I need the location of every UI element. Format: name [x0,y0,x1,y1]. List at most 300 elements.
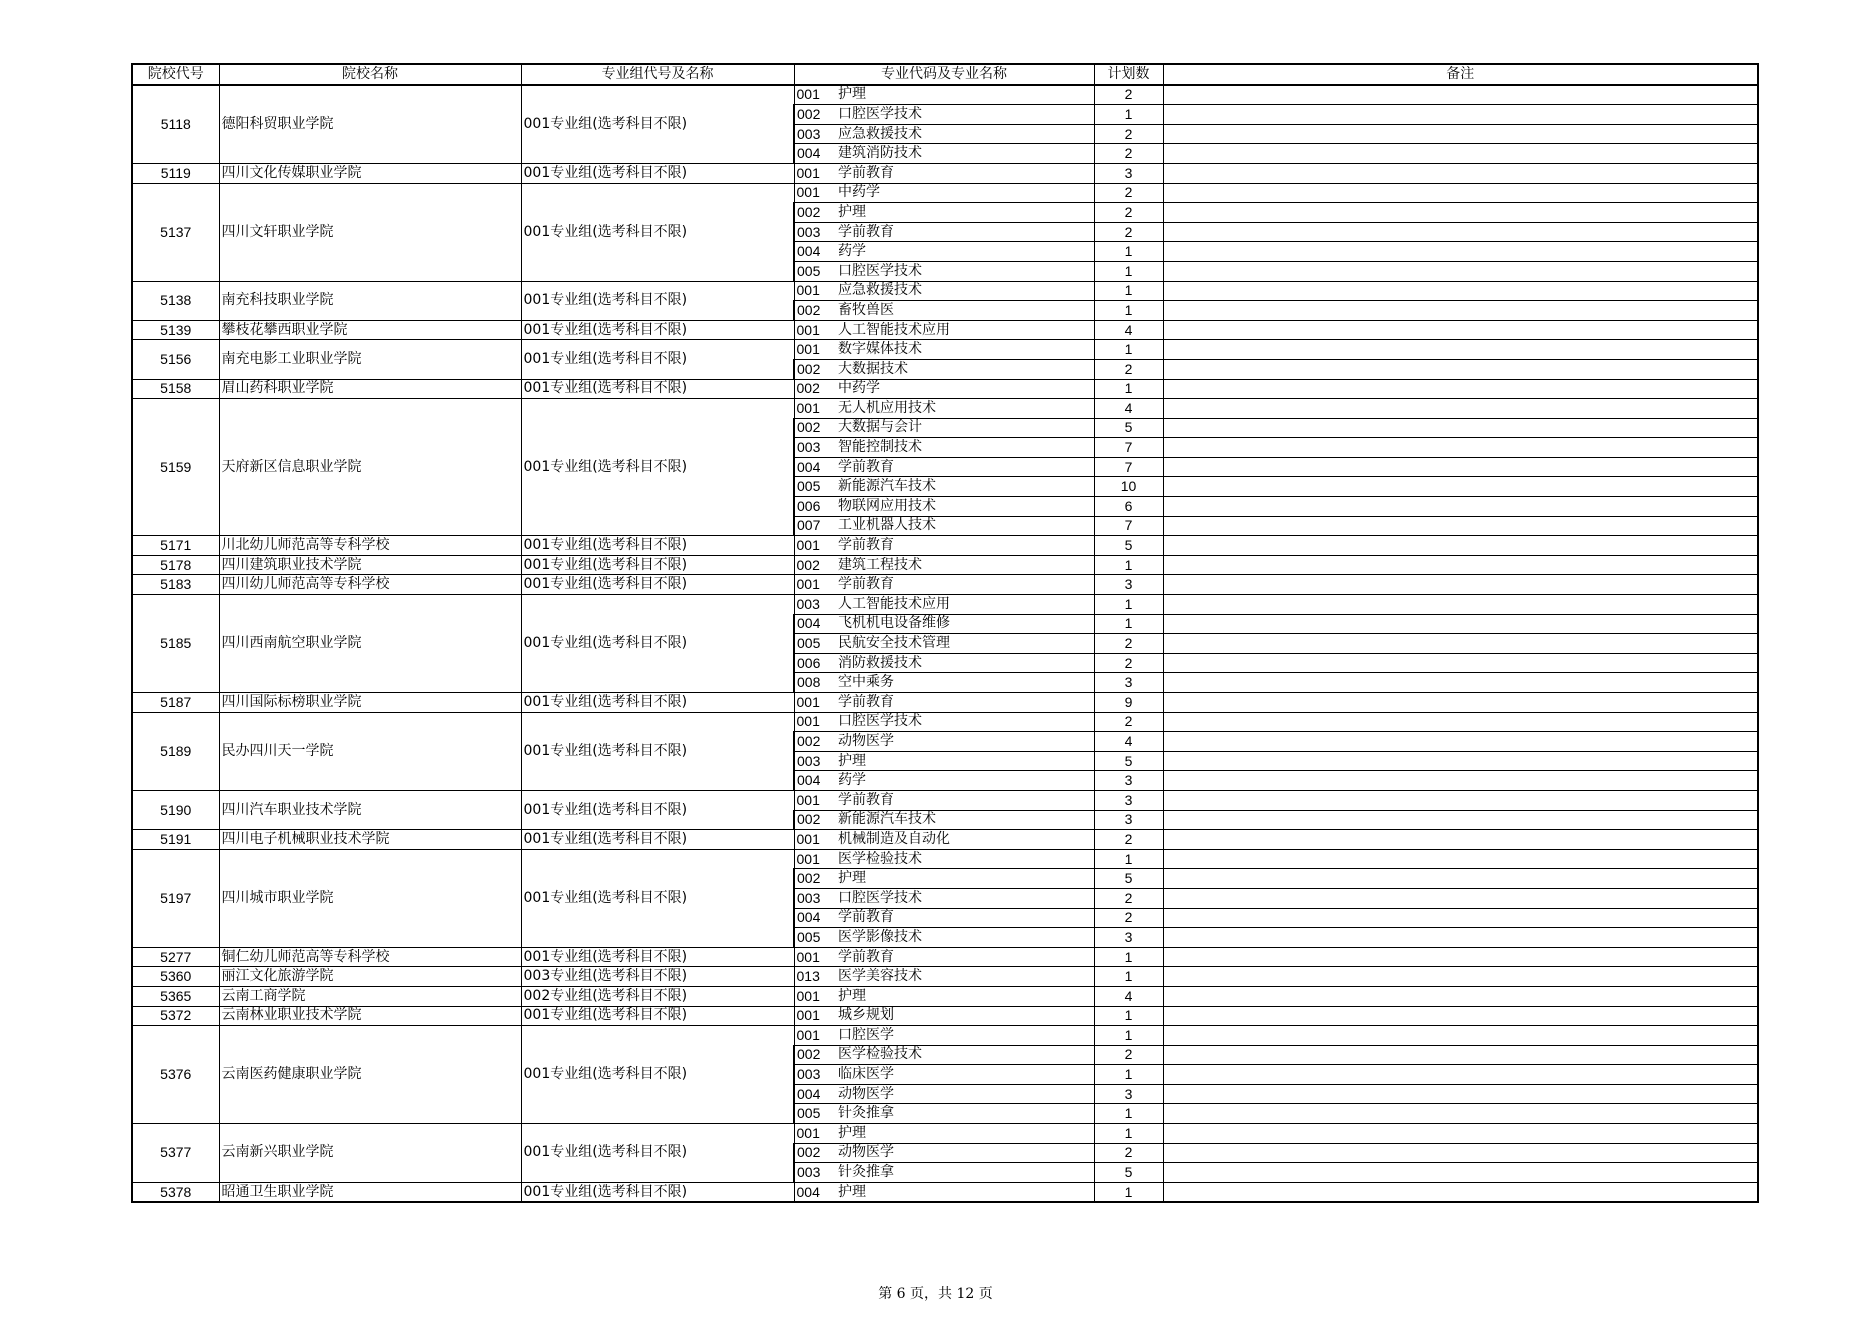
major-name-cell: 民航安全技术管理 [836,634,1094,654]
major-name-cell: 护理 [836,1124,1094,1144]
major-code-cell: 001 [794,1006,836,1026]
school-name-cell: 四川西南航空职业学院 [219,595,521,693]
major-name-cell: 学前教育 [836,693,1094,713]
note-cell [1163,261,1758,281]
note-cell [1163,888,1758,908]
major-code-cell: 005 [794,928,836,948]
plan-count-cell: 1 [1094,1065,1163,1085]
major-name-cell: 药学 [836,242,1094,262]
school-name-cell: 四川城市职业学院 [219,849,521,947]
note-cell [1163,986,1758,1006]
plan-count-cell: 1 [1094,281,1163,301]
major-name-cell: 应急救援技术 [836,281,1094,301]
table-row [132,320,1758,340]
table-row [132,399,1758,419]
note-cell [1163,399,1758,419]
school-name-cell: 四川幼儿师范高等专科学校 [219,575,521,595]
major-name-cell: 应急救援技术 [836,124,1094,144]
note-cell [1163,595,1758,615]
table-row [132,1006,1758,1026]
table-body [132,85,1758,1203]
plan-count-cell: 5 [1094,418,1163,438]
major-code-cell: 008 [794,673,836,693]
major-name-cell: 护理 [836,869,1094,889]
major-name-cell: 护理 [836,85,1094,105]
major-code-cell: 004 [794,242,836,262]
group-cell: 001专业组(选考科目不限) [521,849,794,947]
group-cell: 001专业组(选考科目不限) [521,320,794,340]
table-row [132,830,1758,850]
major-name-cell: 中药学 [836,379,1094,399]
major-name-cell: 护理 [836,203,1094,223]
school-code-cell: 5156 [132,340,219,379]
plan-count-cell: 2 [1094,183,1163,203]
major-name-cell: 学前教育 [836,908,1094,928]
group-cell: 001专业组(选考科目不限) [521,575,794,595]
header-row [132,64,1758,85]
major-code-cell: 001 [794,830,836,850]
plan-count-cell: 1 [1094,105,1163,125]
note-cell [1163,1124,1758,1144]
major-name-cell: 大数据技术 [836,359,1094,379]
plan-count-cell: 4 [1094,399,1163,419]
note-cell [1163,830,1758,850]
note-cell [1163,1182,1758,1202]
plan-count-cell: 2 [1094,85,1163,105]
header-plan: 计划数 [1094,64,1163,85]
school-name-cell: 天府新区信息职业学院 [219,399,521,536]
major-name-cell: 学前教育 [836,222,1094,242]
note-cell [1163,242,1758,262]
plan-count-cell: 10 [1094,477,1163,497]
plan-count-cell: 5 [1094,1163,1163,1183]
major-name-cell: 针灸推拿 [836,1104,1094,1124]
note-cell [1163,869,1758,889]
major-code-cell: 003 [794,222,836,242]
major-name-cell: 医学影像技术 [836,928,1094,948]
major-code-cell: 002 [794,105,836,125]
table-row [132,1182,1758,1202]
school-code-cell: 5187 [132,693,219,713]
major-name-cell: 医学美容技术 [836,967,1094,987]
major-code-cell: 001 [794,281,836,301]
note-cell [1163,320,1758,340]
header-major: 专业代码及专业名称 [794,64,1094,85]
plan-count-cell: 1 [1094,1026,1163,1046]
table-row [132,947,1758,967]
major-code-cell: 003 [794,595,836,615]
group-cell: 001专业组(选考科目不限) [521,1182,794,1202]
note-cell [1163,1006,1758,1026]
major-name-cell: 人工智能技术应用 [836,320,1094,340]
plan-count-cell: 1 [1094,340,1163,360]
school-code-cell: 5119 [132,163,219,183]
plan-count-cell: 2 [1094,124,1163,144]
plan-count-cell: 9 [1094,693,1163,713]
plan-count-cell: 1 [1094,242,1163,262]
major-name-cell: 空中乘务 [836,673,1094,693]
major-name-cell: 工业机器人技术 [836,516,1094,536]
major-code-cell: 004 [794,1084,836,1104]
plan-count-cell: 3 [1094,771,1163,791]
major-name-cell: 学前教育 [836,575,1094,595]
table-row [132,536,1758,556]
major-code-cell: 005 [794,1104,836,1124]
school-name-cell: 南充电影工业职业学院 [219,340,521,379]
major-name-cell: 数字媒体技术 [836,340,1094,360]
school-name-cell: 四川文轩职业学院 [219,183,521,281]
school-code-cell: 5178 [132,555,219,575]
major-code-cell: 002 [794,869,836,889]
major-name-cell: 畜牧兽医 [836,301,1094,321]
note-cell [1163,497,1758,517]
group-cell: 001专业组(选考科目不限) [521,399,794,536]
note-cell [1163,653,1758,673]
school-name-cell: 攀枝花攀西职业学院 [219,320,521,340]
note-cell [1163,575,1758,595]
major-name-cell: 物联网应用技术 [836,497,1094,517]
note-cell [1163,1026,1758,1046]
note-cell [1163,1045,1758,1065]
major-code-cell: 001 [794,183,836,203]
school-name-cell: 云南新兴职业学院 [219,1124,521,1183]
table-row [132,967,1758,987]
school-name-cell: 德阳科贸职业学院 [219,85,521,164]
plan-count-cell: 1 [1094,261,1163,281]
school-code-cell: 5372 [132,1006,219,1026]
major-name-cell: 新能源汽车技术 [836,810,1094,830]
major-name-cell: 医学检验技术 [836,1045,1094,1065]
note-cell [1163,849,1758,869]
major-code-cell: 001 [794,790,836,810]
school-name-cell: 丽江文化旅游学院 [219,967,521,987]
group-cell: 001专业组(选考科目不限) [521,1124,794,1183]
plan-count-cell: 1 [1094,1182,1163,1202]
school-code-cell: 5191 [132,830,219,850]
note-cell [1163,301,1758,321]
plan-count-cell: 1 [1094,555,1163,575]
major-code-cell: 002 [794,1143,836,1163]
plan-count-cell: 1 [1094,947,1163,967]
major-code-cell: 005 [794,261,836,281]
major-code-cell: 001 [794,340,836,360]
major-name-cell: 动物医学 [836,1084,1094,1104]
group-cell: 002专业组(选考科目不限) [521,986,794,1006]
school-name-cell: 四川汽车职业技术学院 [219,790,521,829]
table-row [132,85,1758,105]
major-code-cell: 006 [794,497,836,517]
note-cell [1163,457,1758,477]
group-cell: 001专业组(选考科目不限) [521,1026,794,1124]
major-code-cell: 004 [794,457,836,477]
plan-count-cell: 1 [1094,614,1163,634]
school-name-cell: 南充科技职业学院 [219,281,521,320]
school-name-cell: 云南林业职业技术学院 [219,1006,521,1026]
plan-count-cell: 1 [1094,301,1163,321]
school-code-cell: 5360 [132,967,219,987]
plan-count-cell: 2 [1094,888,1163,908]
major-code-cell: 002 [794,359,836,379]
major-code-cell: 002 [794,810,836,830]
header-school-code: 院校代号 [132,64,219,85]
major-code-cell: 004 [794,771,836,791]
plan-count-cell: 2 [1094,203,1163,223]
major-name-cell: 动物医学 [836,732,1094,752]
major-name-cell: 学前教育 [836,163,1094,183]
major-name-cell: 针灸推拿 [836,1163,1094,1183]
plan-count-cell: 2 [1094,908,1163,928]
plan-count-cell: 1 [1094,1104,1163,1124]
major-code-cell: 001 [794,163,836,183]
plan-count-cell: 1 [1094,967,1163,987]
major-name-cell: 中药学 [836,183,1094,203]
plan-count-cell: 3 [1094,575,1163,595]
plan-count-cell: 1 [1094,595,1163,615]
plan-count-cell: 6 [1094,497,1163,517]
note-cell [1163,438,1758,458]
major-code-cell: 004 [794,144,836,164]
plan-count-cell: 7 [1094,438,1163,458]
note-cell [1163,790,1758,810]
major-code-cell: 001 [794,986,836,1006]
school-code-cell: 5158 [132,379,219,399]
note-cell [1163,928,1758,948]
note-cell [1163,810,1758,830]
major-code-cell: 003 [794,1163,836,1183]
plan-count-cell: 5 [1094,869,1163,889]
major-code-cell: 001 [794,849,836,869]
plan-count-cell: 2 [1094,653,1163,673]
plan-count-cell: 5 [1094,751,1163,771]
table-row [132,1124,1758,1144]
major-code-cell: 002 [794,732,836,752]
table-row [132,693,1758,713]
table-row [132,183,1758,203]
table-row [132,790,1758,810]
note-cell [1163,908,1758,928]
group-cell: 001专业组(选考科目不限) [521,163,794,183]
school-name-cell: 铜仁幼儿师范高等专科学校 [219,947,521,967]
note-cell [1163,712,1758,732]
school-code-cell: 5190 [132,790,219,829]
school-name-cell: 云南医药健康职业学院 [219,1026,521,1124]
school-code-cell: 5378 [132,1182,219,1202]
plan-count-cell: 2 [1094,359,1163,379]
major-code-cell: 004 [794,908,836,928]
note-cell [1163,516,1758,536]
plan-count-cell: 1 [1094,379,1163,399]
major-name-cell: 无人机应用技术 [836,399,1094,419]
major-name-cell: 口腔医学技术 [836,261,1094,281]
plan-count-cell: 4 [1094,986,1163,1006]
major-code-cell: 004 [794,1182,836,1202]
table-row [132,712,1758,732]
major-code-cell: 002 [794,379,836,399]
major-name-cell: 机械制造及自动化 [836,830,1094,850]
school-code-cell: 5139 [132,320,219,340]
school-code-cell: 5377 [132,1124,219,1183]
table-row [132,575,1758,595]
plan-count-cell: 3 [1094,673,1163,693]
note-cell [1163,85,1758,105]
major-name-cell: 学前教育 [836,457,1094,477]
plan-count-cell: 2 [1094,830,1163,850]
group-cell: 001专业组(选考科目不限) [521,340,794,379]
major-name-cell: 建筑消防技术 [836,144,1094,164]
note-cell [1163,732,1758,752]
major-name-cell: 口腔医学技术 [836,712,1094,732]
major-name-cell: 口腔医学技术 [836,105,1094,125]
group-cell: 001专业组(选考科目不限) [521,830,794,850]
table-row [132,379,1758,399]
major-code-cell: 002 [794,203,836,223]
major-code-cell: 002 [794,1045,836,1065]
major-code-cell: 002 [794,301,836,321]
note-cell [1163,1084,1758,1104]
school-code-cell: 5277 [132,947,219,967]
major-name-cell: 学前教育 [836,790,1094,810]
group-cell: 001专业组(选考科目不限) [521,712,794,790]
major-name-cell: 智能控制技术 [836,438,1094,458]
note-cell [1163,1065,1758,1085]
plan-count-cell: 7 [1094,457,1163,477]
table-row [132,1026,1758,1046]
major-code-cell: 001 [794,1124,836,1144]
admission-plan-table [131,63,1759,1203]
plan-count-cell: 2 [1094,144,1163,164]
major-name-cell: 临床医学 [836,1065,1094,1085]
major-name-cell: 药学 [836,771,1094,791]
major-code-cell: 002 [794,418,836,438]
group-cell: 001专业组(选考科目不限) [521,536,794,556]
group-cell: 001专业组(选考科目不限) [521,379,794,399]
header-group: 专业组代号及名称 [521,64,794,85]
note-cell [1163,634,1758,654]
school-code-cell: 5159 [132,399,219,536]
note-cell [1163,751,1758,771]
major-code-cell: 003 [794,124,836,144]
school-name-cell: 昭通卫生职业学院 [219,1182,521,1202]
major-code-cell: 003 [794,438,836,458]
header-note: 备注 [1163,64,1758,85]
school-code-cell: 5365 [132,986,219,1006]
major-name-cell: 人工智能技术应用 [836,595,1094,615]
school-code-cell: 5138 [132,281,219,320]
table-row [132,986,1758,1006]
school-code-cell: 5118 [132,85,219,164]
note-cell [1163,1143,1758,1163]
school-code-cell: 5171 [132,536,219,556]
school-name-cell: 云南工商学院 [219,986,521,1006]
plan-count-cell: 1 [1094,849,1163,869]
school-code-cell: 5183 [132,575,219,595]
major-name-cell: 大数据与会计 [836,418,1094,438]
school-name-cell: 四川电子机械职业技术学院 [219,830,521,850]
plan-count-cell: 3 [1094,790,1163,810]
note-cell [1163,163,1758,183]
note-cell [1163,614,1758,634]
major-code-cell: 005 [794,477,836,497]
major-name-cell: 学前教育 [836,947,1094,967]
note-cell [1163,536,1758,556]
note-cell [1163,124,1758,144]
major-name-cell: 口腔医学 [836,1026,1094,1046]
school-name-cell: 四川建筑职业技术学院 [219,555,521,575]
plan-count-cell: 3 [1094,163,1163,183]
plan-count-cell: 3 [1094,1084,1163,1104]
note-cell [1163,340,1758,360]
note-cell [1163,379,1758,399]
note-cell [1163,1104,1758,1124]
header-school-name: 院校名称 [219,64,521,85]
major-code-cell: 001 [794,693,836,713]
group-cell: 001专业组(选考科目不限) [521,595,794,693]
note-cell [1163,693,1758,713]
major-code-cell: 004 [794,614,836,634]
school-name-cell: 川北幼儿师范高等专科学校 [219,536,521,556]
plan-count-cell: 2 [1094,634,1163,654]
note-cell [1163,771,1758,791]
note-cell [1163,359,1758,379]
school-name-cell: 眉山药科职业学院 [219,379,521,399]
major-code-cell: 006 [794,653,836,673]
major-name-cell: 新能源汽车技术 [836,477,1094,497]
major-name-cell: 医学检验技术 [836,849,1094,869]
note-cell [1163,105,1758,125]
plan-count-cell: 2 [1094,222,1163,242]
note-cell [1163,967,1758,987]
school-name-cell: 四川国际标榜职业学院 [219,693,521,713]
school-code-cell: 5189 [132,712,219,790]
school-code-cell: 5197 [132,849,219,947]
major-code-cell: 013 [794,967,836,987]
plan-count-cell: 2 [1094,1045,1163,1065]
school-code-cell: 5185 [132,595,219,693]
note-cell [1163,183,1758,203]
note-cell [1163,222,1758,242]
major-code-cell: 001 [794,536,836,556]
group-cell: 001专业组(选考科目不限) [521,183,794,281]
table-row [132,281,1758,301]
note-cell [1163,144,1758,164]
group-cell: 001专业组(选考科目不限) [521,790,794,829]
school-name-cell: 民办四川天一学院 [219,712,521,790]
table-row [132,163,1758,183]
note-cell [1163,555,1758,575]
group-cell: 001专业组(选考科目不限) [521,85,794,164]
plan-count-cell: 1 [1094,1124,1163,1144]
major-name-cell: 动物医学 [836,1143,1094,1163]
major-name-cell: 护理 [836,751,1094,771]
school-code-cell: 5137 [132,183,219,281]
group-cell: 001专业组(选考科目不限) [521,281,794,320]
major-code-cell: 001 [794,320,836,340]
major-code-cell: 003 [794,751,836,771]
major-code-cell: 003 [794,888,836,908]
note-cell [1163,203,1758,223]
group-cell: 001专业组(选考科目不限) [521,947,794,967]
school-code-cell: 5376 [132,1026,219,1124]
page-footer: 第 6 页，共 12 页 [878,1286,993,1302]
table-row [132,340,1758,360]
major-code-cell: 007 [794,516,836,536]
note-cell [1163,673,1758,693]
plan-count-cell: 7 [1094,516,1163,536]
plan-count-cell: 2 [1094,1143,1163,1163]
plan-count-cell: 5 [1094,536,1163,556]
table-row [132,849,1758,869]
group-cell: 001专业组(选考科目不限) [521,555,794,575]
